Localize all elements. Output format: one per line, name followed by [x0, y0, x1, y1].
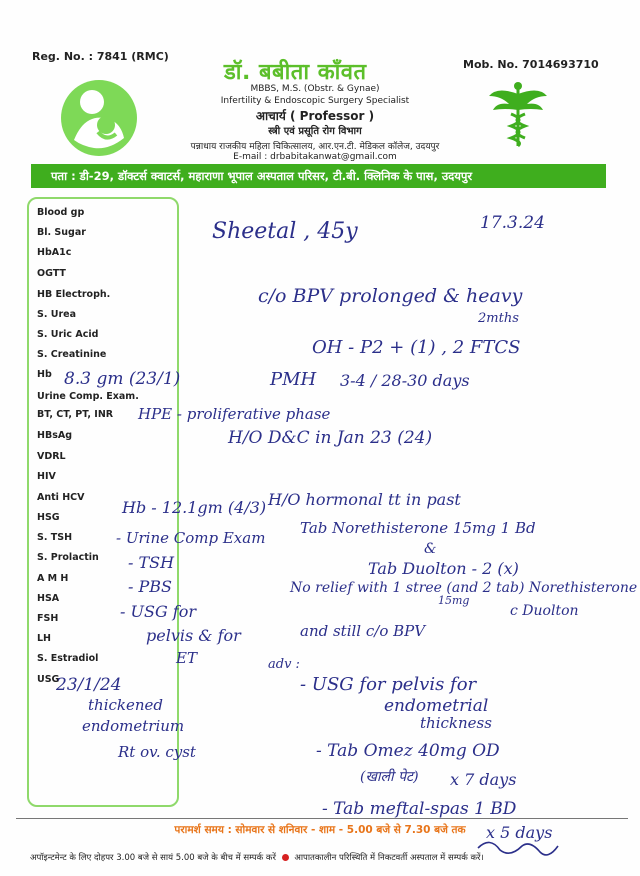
hw-ho-hormonal: H/O hormonal tt in past: [268, 490, 461, 509]
hw-complaint: c/o BPV prolonged & heavy: [258, 285, 523, 307]
hw-rt-ov: Rt ov. cyst: [118, 743, 196, 761]
hw-pelvis: pelvis & for: [146, 626, 241, 645]
hw-thickness: thickness: [420, 714, 492, 732]
hw-usg: - USG for: [120, 602, 197, 621]
registration-number: Reg. No. : 7841 (RMC): [32, 50, 169, 63]
hw-and: &: [424, 541, 437, 557]
hw-adv: adv :: [268, 657, 300, 672]
hw-patient: Sheetal , 45y: [212, 219, 358, 244]
test-item: BT, CT, PT, INR: [37, 409, 114, 420]
department: स्त्री एवं प्रसूति रोग विभाग: [268, 126, 362, 137]
test-item: S. Urea: [37, 309, 77, 320]
hw-x5: x 5 days: [486, 823, 553, 842]
test-item: S. Creatinine: [37, 349, 107, 360]
test-item: FSH: [37, 613, 59, 624]
test-item: Blood gp: [37, 207, 85, 218]
hw-usg-pelvis: - USG for pelvis for: [300, 674, 477, 695]
test-item: S. Prolactin: [37, 552, 99, 563]
hw-obstetric: OH - P2 + (1) , 2 FTCS: [312, 337, 521, 358]
bullet-icon: [282, 854, 289, 861]
mobile-number: Mob. No. 7014693710: [463, 58, 599, 71]
appointment-note: अपॉइन्टमेन्ट के लिए दोहपर 3.00 बजे से सायं 5.00 बजे के बीच में सम्पर्क करें: [30, 853, 276, 863]
test-item: HSG: [37, 512, 60, 523]
hw-usg-date: 23/1/24: [56, 675, 122, 695]
hw-omez-time: (खाली पेट): [360, 769, 419, 785]
hw-endometrium: endometrium: [82, 717, 185, 735]
test-item: Bl. Sugar: [37, 227, 86, 238]
hospital: पन्नाधाय राजकीय महिला चिकित्सालय, आर.एन.टी. मेडिकल कॉलेज, उदयपुर: [190, 142, 440, 152]
hw-meftal: - Tab meftal-spas 1 BD: [322, 799, 517, 819]
hw-duration: 2mths: [478, 311, 519, 326]
test-item: HIV: [37, 471, 56, 482]
test-item: HBsAg: [37, 430, 72, 441]
degrees: MBBS, M.S. (Obstr. & Gynae): [250, 84, 380, 94]
hw-hb-value: 8.3 gm (23/1): [64, 369, 181, 389]
hw-still-dose: 15mg: [438, 594, 470, 607]
hw-no-relief: No relief with 1 stree (and 2 tab) Norethisterone: [290, 580, 638, 596]
hw-endometrial: endometrial: [384, 696, 489, 716]
hw-tab-duolton: Tab Duolton - 2 (x): [368, 559, 519, 578]
test-item: S. TSH: [37, 532, 73, 543]
hw-ho-dec: H/O D&C in Jan 23 (24): [228, 428, 433, 448]
doctor-name: डॉ. बबीता कॉंवत: [224, 60, 367, 85]
test-item: HB Electroph.: [37, 289, 111, 300]
hw-pmh-label: PMH: [270, 369, 317, 390]
emergency-note: आपातकालीन परिस्थिति में निकटवर्ती अस्पताल में सम्पर्क करें।: [294, 853, 484, 863]
test-item: Anti HCV: [37, 492, 85, 503]
hw-thickened: thickened: [88, 696, 163, 714]
hw-urine: - Urine Comp Exam: [116, 529, 266, 547]
test-item: OGTT: [37, 268, 66, 279]
test-item: USG: [37, 674, 60, 685]
hw-tab-nore: Tab Norethisterone 15mg 1 Bd: [300, 519, 536, 537]
hw-tsh: - TSH: [128, 553, 175, 572]
hw-c-duolton: c Duolton: [510, 603, 579, 619]
test-item: Hb: [37, 369, 52, 380]
hw-still: and still c/o BPV: [300, 622, 426, 640]
footer-divider: [16, 818, 628, 819]
hw-x7: x 7 days: [450, 770, 517, 789]
hw-hpe: HPE - proliferative phase: [138, 405, 331, 423]
email: E-mail : drbabitakanwat@gmail.com: [233, 152, 397, 162]
test-item: LH: [37, 633, 52, 644]
specialty: Infertility & Endoscopic Surgery Specialist: [220, 96, 410, 106]
hw-omez: - Tab Omez 40mg OD: [316, 741, 500, 761]
consultation-timing: परामर्श समय : सोमवार से शनिवार - शाम - 5.00 बजे से 7.30 बजे तक: [174, 824, 466, 836]
test-item: A M H: [37, 573, 69, 584]
hw-pbs: - PBS: [128, 577, 172, 596]
test-item: S. Estradiol: [37, 653, 99, 664]
hw-hb2: Hb - 12.1gm (4/3): [122, 498, 267, 517]
test-item: Urine Comp. Exam.: [37, 391, 139, 402]
test-item: HbA1c: [37, 247, 72, 258]
hw-date: 17.3.24: [480, 213, 545, 233]
address-bar: पता : डी-29, डॉक्टर्स क्वाटर्स, महाराणा भूपाल अस्पताल परिसर, टी.बी. क्लिनिक के पास, उदयपुर: [31, 164, 606, 188]
hw-pmh-value: 3-4 / 28-30 days: [340, 371, 470, 390]
footer-notes: [30, 852, 630, 863]
hw-et: ET: [176, 649, 197, 667]
test-item: VDRL: [37, 451, 66, 462]
designation: आचार्य ( Professor ): [255, 109, 375, 123]
test-item: S. Uric Acid: [37, 329, 99, 340]
test-item: HSA: [37, 593, 60, 604]
